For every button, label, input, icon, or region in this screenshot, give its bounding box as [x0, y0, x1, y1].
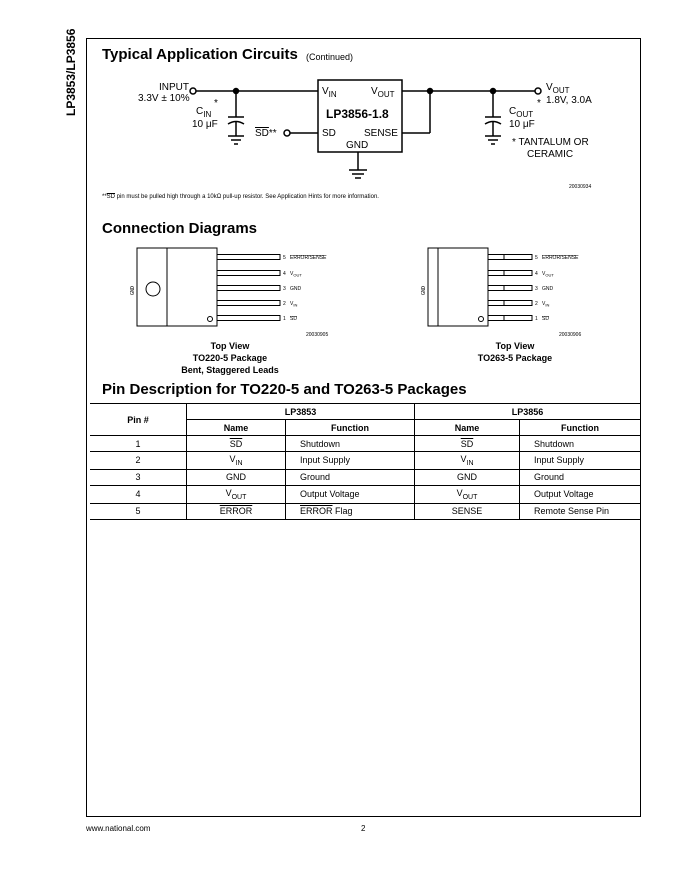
pkg2-figure-id: 20030906 [559, 332, 582, 338]
pin-name-label: $V_{IN}$ [542, 301, 550, 308]
lp3853-function-cell: Output Voltage [286, 485, 415, 503]
sd-label: SD [255, 128, 269, 139]
cout-value: 10 μF [509, 119, 535, 130]
ic-vin-subscript: IN [328, 90, 337, 99]
lp3853-function-cell: Ground [286, 469, 415, 485]
lp3856-name-cell: SENSE [415, 503, 520, 519]
ic-part-name: LP3856-1.8 [326, 107, 389, 121]
lp3856-name-cell: $\overline{SD}$ [415, 436, 520, 452]
section-title-pin-description: Pin Description for TO220-5 and TO263-5 Packages [102, 381, 467, 398]
pin-name-label: SD [542, 316, 549, 322]
sd-footnote: $**\overline{SD}$ pin must be pulled high through a 10kΩ pull-up resistor. See Application Hints for more information. [102, 194, 379, 200]
ceramic-note: CERAMIC [527, 149, 574, 160]
pin-name-label: GND [542, 286, 554, 292]
application-circuit [0, 0, 680, 200]
pin-lead-5 [217, 255, 280, 260]
pin-number-label: 3 [535, 286, 538, 292]
col-function-2: Function [520, 420, 641, 436]
pin-number-label: 2 [283, 301, 286, 307]
lp3856-name-cell: $V_{IN}$ [415, 452, 520, 470]
pin-name-label: $V_{IN}$ [290, 301, 298, 308]
svg-text:SD** [255, 128, 277, 139]
continued-label: (Continued) [306, 52, 354, 62]
lp3856-function-cell: Input Supply [520, 452, 641, 470]
pin-number-cell: 4 [135, 489, 141, 500]
pin-lead-5 [488, 255, 532, 260]
lp3856-function-cell: Remote Sense Pin [520, 503, 641, 519]
vout-value: 1.8V, 3.0A [546, 95, 592, 106]
lp3853-function-cell: ERROR Flag [286, 503, 415, 519]
pin-number-cell: 5 [135, 506, 141, 517]
cout-subscript: OUT [516, 110, 534, 119]
table-row [90, 436, 640, 452]
ic-vin-symbol: V [322, 86, 329, 97]
group-lp3856: LP3856 [415, 404, 641, 420]
table-row [90, 485, 640, 503]
tab-gnd-label-1: GND [130, 285, 136, 295]
pin-number-cell: 1 [135, 438, 141, 449]
ic-sense-pin: SENSE [364, 128, 398, 139]
pin-name-label: GND [290, 286, 302, 292]
pin-number-label: 2 [535, 301, 538, 307]
lp3853-function-cell: Input Supply [286, 452, 415, 470]
col-name-2: Name [415, 420, 520, 436]
lp3856-name-cell: GND [415, 469, 520, 485]
pkg2-caption [440, 340, 590, 364]
pin-lead-4 [488, 271, 532, 276]
svg-text:VOUT [546, 82, 570, 95]
cin-star: * [214, 98, 218, 109]
pin-name-label: SD [290, 316, 297, 322]
section-title-connection-diagrams: Connection Diagrams [102, 220, 258, 237]
pin-number-label: 4 [283, 271, 286, 277]
vout-subscript: OUT [552, 86, 570, 95]
ic-gnd-pin: GND [346, 140, 369, 151]
pin-number-cell: 2 [135, 455, 141, 466]
col-pin-header: Pin # [90, 404, 187, 436]
svg-text:VOUT [371, 86, 395, 99]
lp3856-function-cell: Output Voltage [520, 485, 641, 503]
cout-symbol: C [509, 106, 517, 117]
pin-lead-3 [217, 286, 280, 291]
col-function-1: Function [286, 420, 415, 436]
pin-number-label: 4 [535, 271, 538, 277]
pin-name-label: $V_{OUT}$ [290, 271, 302, 278]
lp3856-function-cell: Shutdown [520, 436, 641, 452]
tab-gnd-label-2: GND [421, 285, 427, 295]
ic-sd-pin: SD [322, 128, 336, 139]
svg-text:COUT [509, 106, 533, 119]
cout-star: * [537, 98, 541, 109]
pin-name-label: ERROR/SENSE [542, 255, 579, 261]
group-lp3853: LP3853 [187, 404, 415, 420]
pin-number-label: 1 [535, 316, 538, 322]
pin-lead-4 [217, 271, 280, 276]
sd-stars: ** [268, 128, 277, 139]
pin-lead-1 [217, 316, 280, 321]
lp3853-name-cell: $V_{OUT}$ [187, 485, 286, 503]
ic-vout-symbol: V [371, 86, 378, 97]
pin-number-label: 1 [283, 316, 286, 322]
input-range: 3.3V ± 10% [138, 93, 190, 104]
pkg1-figure-id: 20030905 [306, 332, 329, 338]
pkg2-caption-line2: TO263-5 Package [477, 353, 553, 363]
pin-name-label: ERROR/SENSE [290, 255, 327, 261]
lp3853-name-cell: $\overline{SD}$ [187, 436, 286, 452]
side-part-title: LP3853/LP3856 [64, 28, 78, 116]
vout-symbol: V [546, 82, 553, 93]
pin-name-label: $V_{OUT}$ [542, 271, 554, 278]
footer-site: www.national.com [86, 824, 151, 833]
pin-lead-2 [217, 301, 280, 306]
pkg1-caption-line1: Top View [210, 341, 250, 351]
pin-number-cell: 3 [135, 472, 141, 483]
cin-symbol: C [196, 106, 204, 117]
circuit-figure-id: 20030934 [569, 184, 592, 190]
svg-text:CIN [196, 106, 211, 119]
lp3853-function-cell: Shutdown [286, 436, 415, 452]
lp3856-name-cell: $V_{OUT}$ [415, 485, 520, 503]
pin-description-table [90, 403, 640, 520]
pin-number-label: 3 [283, 286, 286, 292]
section-title-typical-circuits: Typical Application Circuits [102, 46, 298, 63]
cin-subscript: IN [203, 110, 212, 119]
col-name-1: Name [187, 420, 286, 436]
pkg1-caption [160, 340, 300, 376]
table-row [90, 503, 640, 519]
pkg1-caption-line2: TO220-5 Package [192, 353, 268, 363]
pkg1-caption-line3: Bent, Staggered Leads [181, 365, 279, 375]
table-row [90, 452, 640, 470]
pin-lead-3 [488, 286, 532, 291]
svg-text:VIN [322, 86, 337, 99]
lp3853-name-cell: ERROR [187, 503, 286, 519]
connection-diagrams [0, 240, 680, 340]
pin-number-label: 5 [535, 255, 538, 261]
table-row [90, 469, 640, 485]
ic-vout-subscript: OUT [377, 90, 395, 99]
input-label: INPUT [159, 82, 189, 93]
lp3856-function-cell: Ground [520, 469, 641, 485]
cin-value: 10 μF [192, 119, 218, 130]
pin-lead-1 [488, 316, 532, 321]
tantalum-note: * TANTALUM OR [512, 137, 589, 148]
lp3853-name-cell: $V_{IN}$ [187, 452, 286, 470]
lp3853-name-cell: GND [187, 469, 286, 485]
pin-lead-2 [488, 301, 532, 306]
pkg2-caption-line1: Top View [495, 341, 535, 351]
pin-number-label: 5 [283, 255, 286, 261]
footer-page-number: 2 [361, 824, 366, 833]
